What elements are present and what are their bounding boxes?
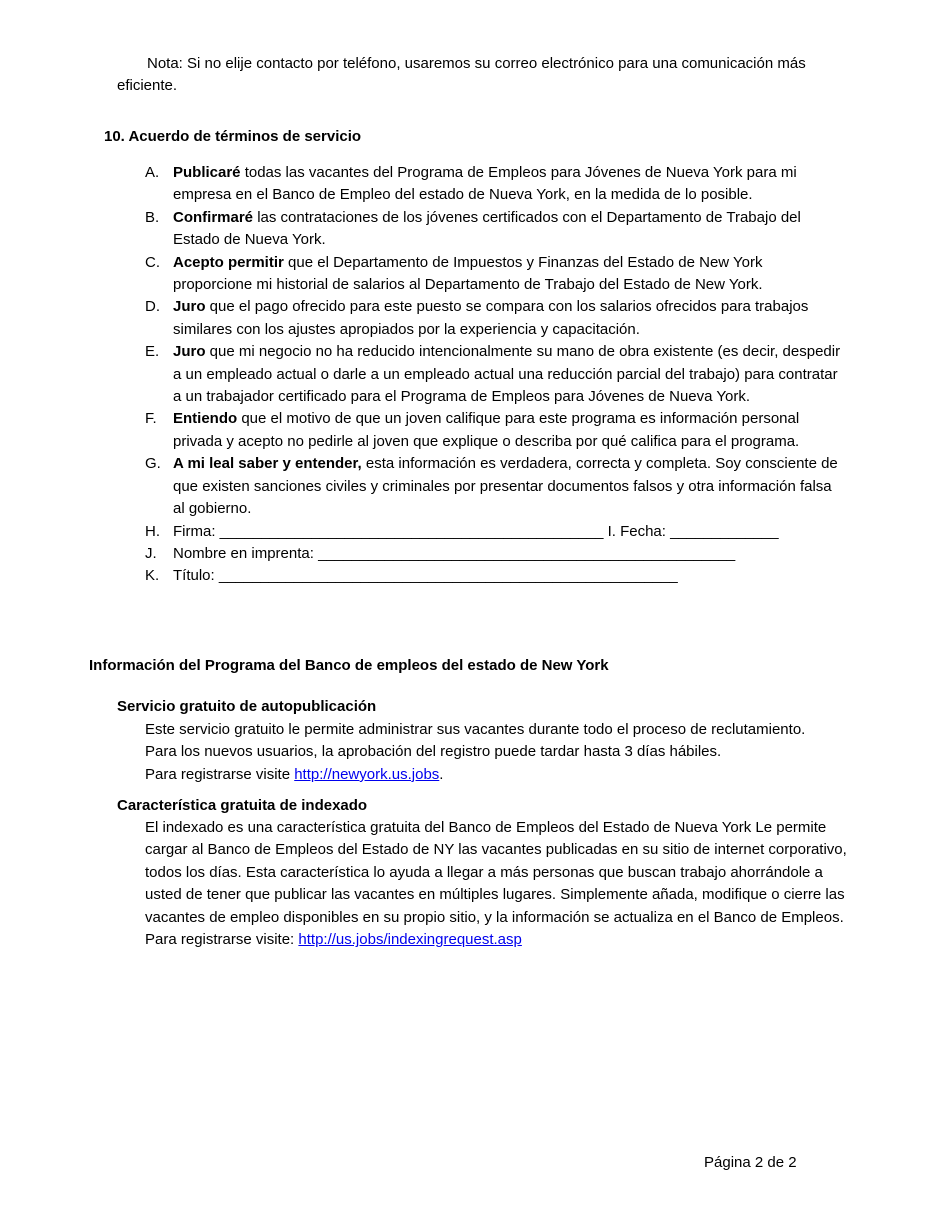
term-text: que el pago ofrecido para este puesto se compara con los salarios ofrecidos para trabajos similares con los ajustes apropiados por la experiencia y capacitación. — [173, 298, 809, 338]
indexing-register — [145, 929, 850, 951]
title-field[interactable]: Título: _______________________________________________________ — [173, 567, 678, 585]
page-number: Página 2 de 2 — [704, 1154, 797, 1171]
term-text: que el motivo de que un joven califique para este programa es información personal privada y acepto no pedirle al joven que explique o describa por qué califica para el programa. — [173, 410, 800, 450]
title-line[interactable] — [145, 565, 845, 587]
self-publish-heading: Servicio gratuito de autopublicación — [117, 698, 377, 715]
term-text: esta información es verdadera, correcta y completa. Soy consciente de que existen sanciones civiles y criminales por presentar documentos falsos y otra información falsa al gobierno. — [173, 455, 838, 518]
printed-name-line[interactable] — [145, 543, 845, 565]
indexing-request-link[interactable]: http://us.jobs/indexingrequest.asp — [298, 931, 522, 949]
term-keyword: Acepto permitir — [173, 253, 284, 271]
register-suffix: . — [439, 765, 444, 783]
term-letter: D. — [145, 298, 160, 316]
term-keyword: Juro — [173, 343, 206, 361]
term-item-d — [145, 296, 845, 341]
signature-field[interactable]: Firma: ______________________________________________ I. Fecha: _____________ — [173, 522, 779, 540]
self-publish-line: Este servicio gratuito le permite administrar sus vacantes durante todo el proceso de reclutamiento. — [145, 721, 806, 738]
self-publish-line: Para los nuevos usuarios, la aprobación del registro puede tardar hasta 3 días hábiles. — [145, 743, 722, 761]
indexing-heading: Característica gratuita de indexado — [117, 797, 368, 814]
self-publish-register — [145, 764, 850, 786]
register-prefix: Para registrarse visite: — [145, 931, 299, 949]
term-letter: K. — [145, 567, 160, 585]
term-letter: E. — [145, 343, 160, 361]
term-item-e — [145, 341, 845, 408]
term-letter: F. — [145, 410, 157, 428]
term-keyword: Publicaré — [173, 164, 241, 181]
signature-date-line[interactable] — [145, 521, 845, 543]
term-text: que el Departamento de Impuestos y Finanzas del Estado de New York proporcione mi historial de salarios al Departamento de Trabajo del Estado de New York. — [173, 253, 763, 294]
term-letter: G. — [145, 455, 161, 473]
contact-note: Nota: Si no elije contacto por teléfono, usaremos su correo electrónico para una comunicación más eficiente. — [117, 55, 806, 95]
register-prefix: Para registrarse visite — [145, 765, 295, 783]
section-10-heading: 10. Acuerdo de términos de servicio — [104, 128, 362, 145]
term-letter: C. — [145, 253, 160, 271]
term-keyword: Confirmaré — [173, 208, 254, 226]
terms-list — [145, 162, 845, 588]
term-item-g — [145, 453, 845, 520]
term-letter: H. — [145, 522, 160, 540]
job-bank-info-heading: Información del Programa del Banco de empleos del estado de New York — [89, 657, 609, 674]
indexing-body — [145, 817, 850, 951]
term-keyword: Entiendo — [173, 410, 238, 428]
term-keyword: Juro — [173, 298, 206, 316]
term-text: que mi negocio no ha reducido intencionalmente su mano de obra existente (es decir, despedir a un empleado actual o darle a un empleado actual una reducción parcial del trabajo) para contratar a un trabajador certificado para el Programa de Empleos para Jóvenes de Nueva York. — [173, 343, 841, 406]
term-letter: A. — [145, 164, 160, 181]
term-letter: B. — [145, 208, 160, 226]
term-item-a — [145, 162, 845, 207]
term-text: las contrataciones de los jóvenes certificados con el Departamento de Trabajo del Estado de Nueva York. — [173, 208, 801, 249]
term-item-b — [145, 207, 845, 252]
printed-name-field[interactable]: Nombre en imprenta: __________________________________________________ — [173, 544, 736, 562]
term-text: todas las vacantes del Programa de Empleos para Jóvenes de Nueva York para mi empresa en el Banco de Empleo del estado de Nueva York, en la medida de lo posible. — [173, 164, 797, 204]
newyork-jobs-link[interactable]: http://newyork.us.jobs — [294, 765, 440, 783]
term-keyword: A mi leal saber y entender, — [173, 455, 362, 473]
term-item-f — [145, 408, 845, 453]
indexing-paragraph: El indexado es una característica gratuita del Banco de Empleos del Estado de Nueva York Le permite cargar al Banco de Empleos del Estado de NY las vacantes publicadas en su sitio de internet corporativo, todos los días. Esta característica lo ayuda a llegar a más personas que buscan trabajo ahorrándole a usted de tener que publicar las vacantes en múltiples lugares. Simplemente añada, modifique o cierre las vacantes de empleo disponibles en su propio sitio, y la información se actualiza en el Banco de Empleos. — [145, 819, 847, 926]
self-publish-body — [145, 719, 850, 786]
term-letter: J. — [145, 544, 157, 562]
term-item-c — [145, 252, 845, 297]
